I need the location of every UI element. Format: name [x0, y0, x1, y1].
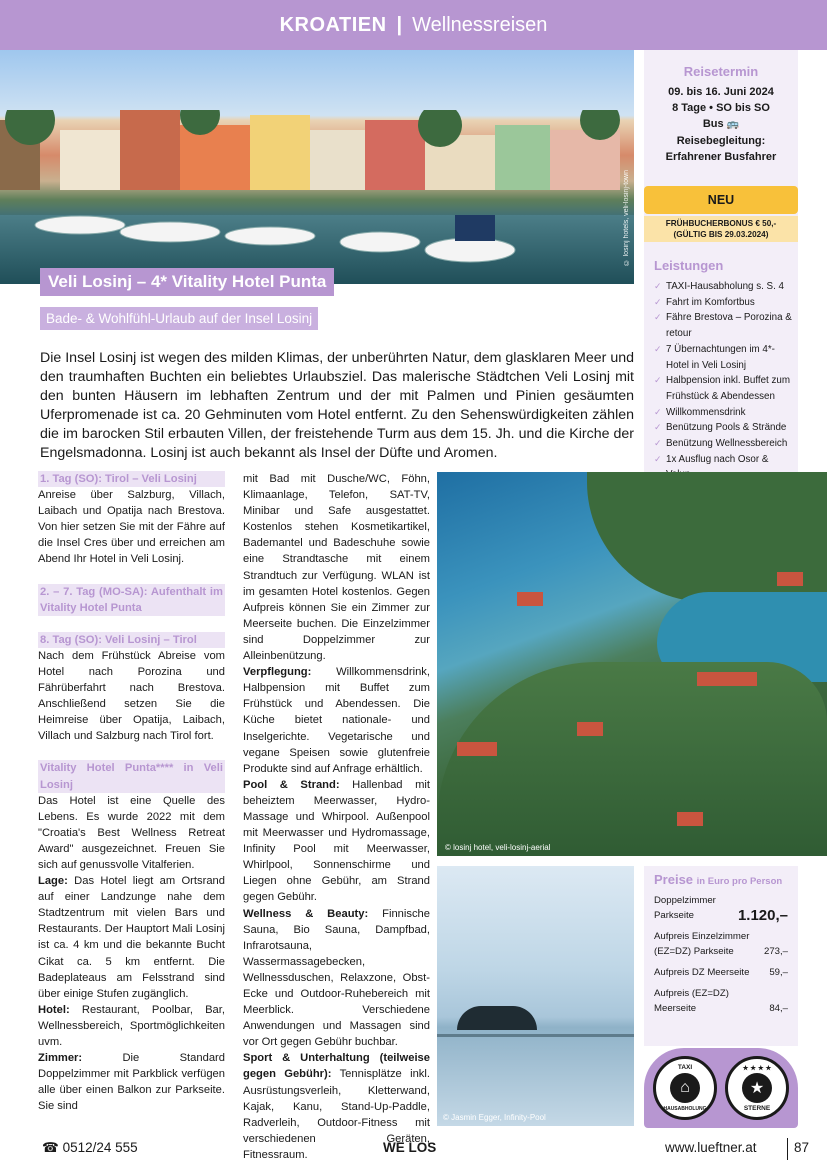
itinerary-column — [38, 471, 225, 1114]
footer — [0, 1136, 827, 1162]
hotel-facilities-text: Restaurant, Poolbar, Bar, Wellnessbereich, Sportmöglichkeiten uvm. — [38, 1003, 225, 1048]
hotel-intro-text: Das Hotel ist eine Quelle des Lebens. Es wurde 2022 mit dem "Croatia's Best Wellness Retreat Award" ausgezeichnet. Freuen Sie sich auf genussvolle Vitalferien. — [38, 794, 225, 871]
day1-text: Anreise über Salzburg, Villach, Laibach und Opatija nach Brestova. Von hier setzen Sie mit der Fähre auf die Insel Cres über und erreichen am Abend Ihr Hotel in Veli Losinj. — [38, 489, 225, 566]
bonus-line-1: FRÜHBUCHERBONUS € 50,- — [665, 219, 777, 228]
hero-image-harbor — [0, 50, 634, 284]
hotel-facilities-label: Hotel: — [38, 1003, 70, 1016]
sport-label: Sport & Unterhaltung (teilweise gegen Gebühr): — [243, 1052, 430, 1081]
price-row: Aufpreis DZ Meerseite 59,– — [654, 967, 788, 978]
checkmark-icon: ✓ — [654, 438, 662, 449]
reisetermin-label: Reisetermin — [683, 64, 759, 79]
checkmark-icon: ✓ — [654, 453, 662, 464]
star-icon: ★ — [742, 1073, 772, 1103]
footer-phone: ☎ 0512/24 555 — [42, 1140, 138, 1155]
infinity-pool-photo — [437, 866, 634, 1126]
service-item: ✓ 1x Ausflug nach Osor & — [654, 452, 794, 483]
aerial-roof — [777, 572, 803, 586]
trip-dates: 09. bis 16. Juni 2024 — [668, 86, 774, 98]
pool-photo-credit: © Jasmin Egger, Infinity-Pool — [443, 1113, 546, 1122]
footer-middle: WE LOS — [383, 1140, 437, 1155]
verpflegung-text: Willkommensdrink, Halbpension mit Buffet zum Frühstück und Abendessen. Die Küche bietet nationale- und Inselgerichte. Vegetarische und vegane Speisen sowie glutenfreie Produkte sind auf Anfrage erhältlich. — [243, 666, 430, 775]
service-item: ✓ Halbpension inkl. Buffet zum Frühstück & Abendessen — [654, 375, 790, 402]
zimmer-text: Die Standard Doppelzimmer mit Parkblick verfügen alle über einen Balkon zur Parkseite. Sie sind — [38, 1052, 225, 1113]
pool-strand-text: Hallenbad mit beheiztem Meerwasser, Hydro-Massage und Whirpool. Außenpool mit Meerwasser und Hydromassage, Infinity Pool mit Meerwasser, Whirlpool, Sonnenschirme und Liegen ohne Gebühr, am Strand gegen Gebühr. — [243, 778, 430, 904]
hero-photo-credit: © losinj hotels, veli-losinj-town — [623, 170, 630, 266]
pool-strand-label: Pool & Strand: — [243, 778, 340, 791]
checkmark-icon: ✓ — [654, 343, 662, 354]
aerial-roof — [697, 672, 757, 686]
page-number: 87 — [794, 1140, 810, 1155]
lage-text: Das Hotel liegt am Ortsrand auf einer Landzunge nahe dem Stadtzentrum mit vielen Bars und Restaurants. Der Hauptort Mali Losinj ist ca. 4 km und die bekannte Bucht Cikat ca. 5 km entfernt. Die Badeplateaus am Felsstrand sind über einige Stufen zugänglich. — [38, 875, 225, 1000]
price-row: Aufpreis Einzelzimmer (EZ=DZ) Parkseite 273,– — [654, 931, 788, 957]
aerial-roof — [577, 722, 603, 736]
zimmer-label: Zimmer: — [38, 1052, 83, 1065]
services-list — [654, 279, 794, 483]
leistungen-label: Leistungen — [654, 258, 724, 273]
early-bird-bonus — [644, 216, 798, 242]
service-item: ✓ Benützung Wellnessbereich — [654, 436, 794, 452]
aerial-roof — [457, 742, 497, 756]
lage-label: Lage: — [38, 875, 68, 888]
page-title: Veli Losinj – 4* Vitality Hotel Punta — [40, 268, 334, 296]
checkmark-icon: ✓ — [654, 422, 662, 433]
hotel-details-column — [243, 471, 430, 1163]
trip-duration: 8 Tage • SO bis SO — [672, 102, 770, 114]
taxi-pickup-badge: TAXI ⌂ HAUSABHOLUNG — [653, 1056, 717, 1120]
checkmark-icon: ✓ — [654, 296, 662, 307]
checkmark-icon: ✓ — [654, 281, 662, 291]
boats-illustration — [0, 50, 634, 284]
aerial-roof — [677, 812, 703, 826]
footer-divider — [787, 1138, 788, 1160]
badges-panel — [644, 1048, 798, 1128]
checkmark-icon: ✓ — [654, 375, 662, 386]
service-item: ✓ 7 Übernachtungen im 4*-Hotel in Veli Losinj — [654, 343, 775, 371]
header-separator: | — [396, 13, 403, 36]
page-subtitle: Bade- & Wohlfühl-Urlaub auf der Insel Losinj — [40, 307, 318, 330]
sport-text: Tennisplätze inkl. Ausrüstungsverleih, Kletterwand, Kajak, Kanu, Stand-Up-Paddle, Radverleih, Outdoor-Fitness mit verschiedenen Geräten, Fitnessraum. — [243, 1068, 430, 1161]
header-category: Wellnessreisen — [412, 13, 548, 36]
header-country: KROATIEN — [279, 13, 387, 36]
pool-edge — [437, 1034, 634, 1037]
bonus-line-2: (GÜLTIG BIS 29.03.2024) — [673, 230, 769, 239]
zimmer-continued-text: mit Bad mit Dusche/WC, Föhn, Klimaanlage, Telefon, SAT-TV, Minibar und Safe ausgestattet. Kostenlos stehen Kosmetikartikel, Bademantel und Badeschuhe sowie eine Strandtasche mit einem Strandtuch zur Verfügung. WLAN ist im gesamten Hotel kostenlos. Gegen Aufpreis können Sie ein Zimmer zur Meerseite buchen. Die Einzelzimmer sind Doppelzimmer zur Alleinbenützung. — [243, 473, 430, 663]
four-star-badge: ★ ★ ★ ★ ★ STERNE — [725, 1056, 789, 1120]
intro-paragraph: Die Insel Losinj ist wegen des milden Klimas, der unberührten Natur, dem glasklaren Meer und den traumhaften Buchten ein beliebtes Urlaubsziel. Das malerische Städtchen Veli Losinj mit den bunten Häusern im lebhaften Zentrum und der mit Palmen und Pinien gesäumten Uferpromenade ist ca. 20 Gehminuten vom Hotel entfernt. Zu den Sehenswürdigkeiten zählen die im barocken Stil erbauten Villen, der freistehende Turm aus dem 15. Jh. und die Kirche der Engelsmadonna. Losinj ist auch bekannt als Insel der Düfte und Aromen. — [40, 350, 634, 461]
price-row: Doppelzimmer Parkseite 1.120,– — [654, 895, 788, 924]
aerial-photo — [437, 472, 827, 856]
phone-icon: ☎ — [42, 1140, 59, 1155]
guide-value: Erfahrener Busfahrer — [665, 151, 777, 163]
day1-heading: 1. Tag (SO): Tirol – Veli Losinj — [38, 471, 225, 487]
footer-url[interactable]: www.lueftner.at — [665, 1140, 757, 1155]
trip-transport: Bus 🚌 — [702, 118, 740, 130]
bus-icon: 🚌 — [726, 119, 740, 130]
day2-7-heading: 2. – 7. Tag (MO-SA): Aufenthalt im Vitality Hotel Punta — [38, 584, 225, 616]
new-badge: NEU — [644, 186, 798, 214]
service-item: ✓ Willkommensdrink — [654, 405, 794, 421]
checkmark-icon: ✓ — [654, 312, 662, 323]
prices-unit: in Euro pro Person — [696, 876, 783, 887]
prices-label: Preise in Euro pro Person — [654, 872, 783, 887]
header-bar — [0, 0, 827, 50]
aerial-roof — [517, 592, 543, 606]
wellness-label: Wellness & Beauty: — [243, 907, 369, 920]
checkmark-icon: ✓ — [654, 406, 662, 417]
verpflegung-label: Verpflegung: — [243, 666, 312, 679]
service-item: ✓ Benützung Pools & Strände — [654, 420, 794, 436]
wellness-text: Finnische Sauna, Bio Sauna, Dampfbad, Infrarotsauna, Wassermassagebecken, Wellnessduschen, Relaxzone, Obst-Ecke und Outdoor-Ruhebereich mit Meerblick. Verschiedene Anwendungen und Massagen sind vor Ort gegen Gebühr buchbar. — [243, 907, 430, 1049]
service-item: ✓ Fähre Brestova – Porozina & retour — [654, 312, 792, 340]
guide-label: Reisebegleitung: — [676, 135, 766, 147]
aerial-land-lower — [437, 662, 827, 856]
hotel-heading: Vitality Hotel Punta**** in Veli Losinj — [38, 760, 225, 792]
service-item: ✓ TAXI-Hausabholung s. S. 4 — [654, 279, 794, 295]
prices-panel — [644, 866, 798, 1046]
price-row: Aufpreis (EZ=DZ) Meerseite 84,– — [654, 988, 788, 1014]
day8-heading: 8. Tag (SO): Veli Losinj – Tirol — [38, 632, 225, 648]
house-icon: ⌂ — [670, 1073, 700, 1103]
service-item: ✓ Fahrt im Komfortbus — [654, 295, 794, 311]
aerial-photo-credit: © losinj hotel, veli-losinj-aerial — [445, 843, 551, 852]
services-list-section — [654, 258, 794, 483]
day8-text: Nach dem Frühstück Abreise vom Hotel nach Porozina und Fährüberfahrt nach Brestova. Anschließend setzen Sie die Heimreise über Opatija, Laibach, Villach und Salzburg nach Tirol fort. — [38, 649, 225, 743]
pool-island — [457, 1006, 537, 1030]
